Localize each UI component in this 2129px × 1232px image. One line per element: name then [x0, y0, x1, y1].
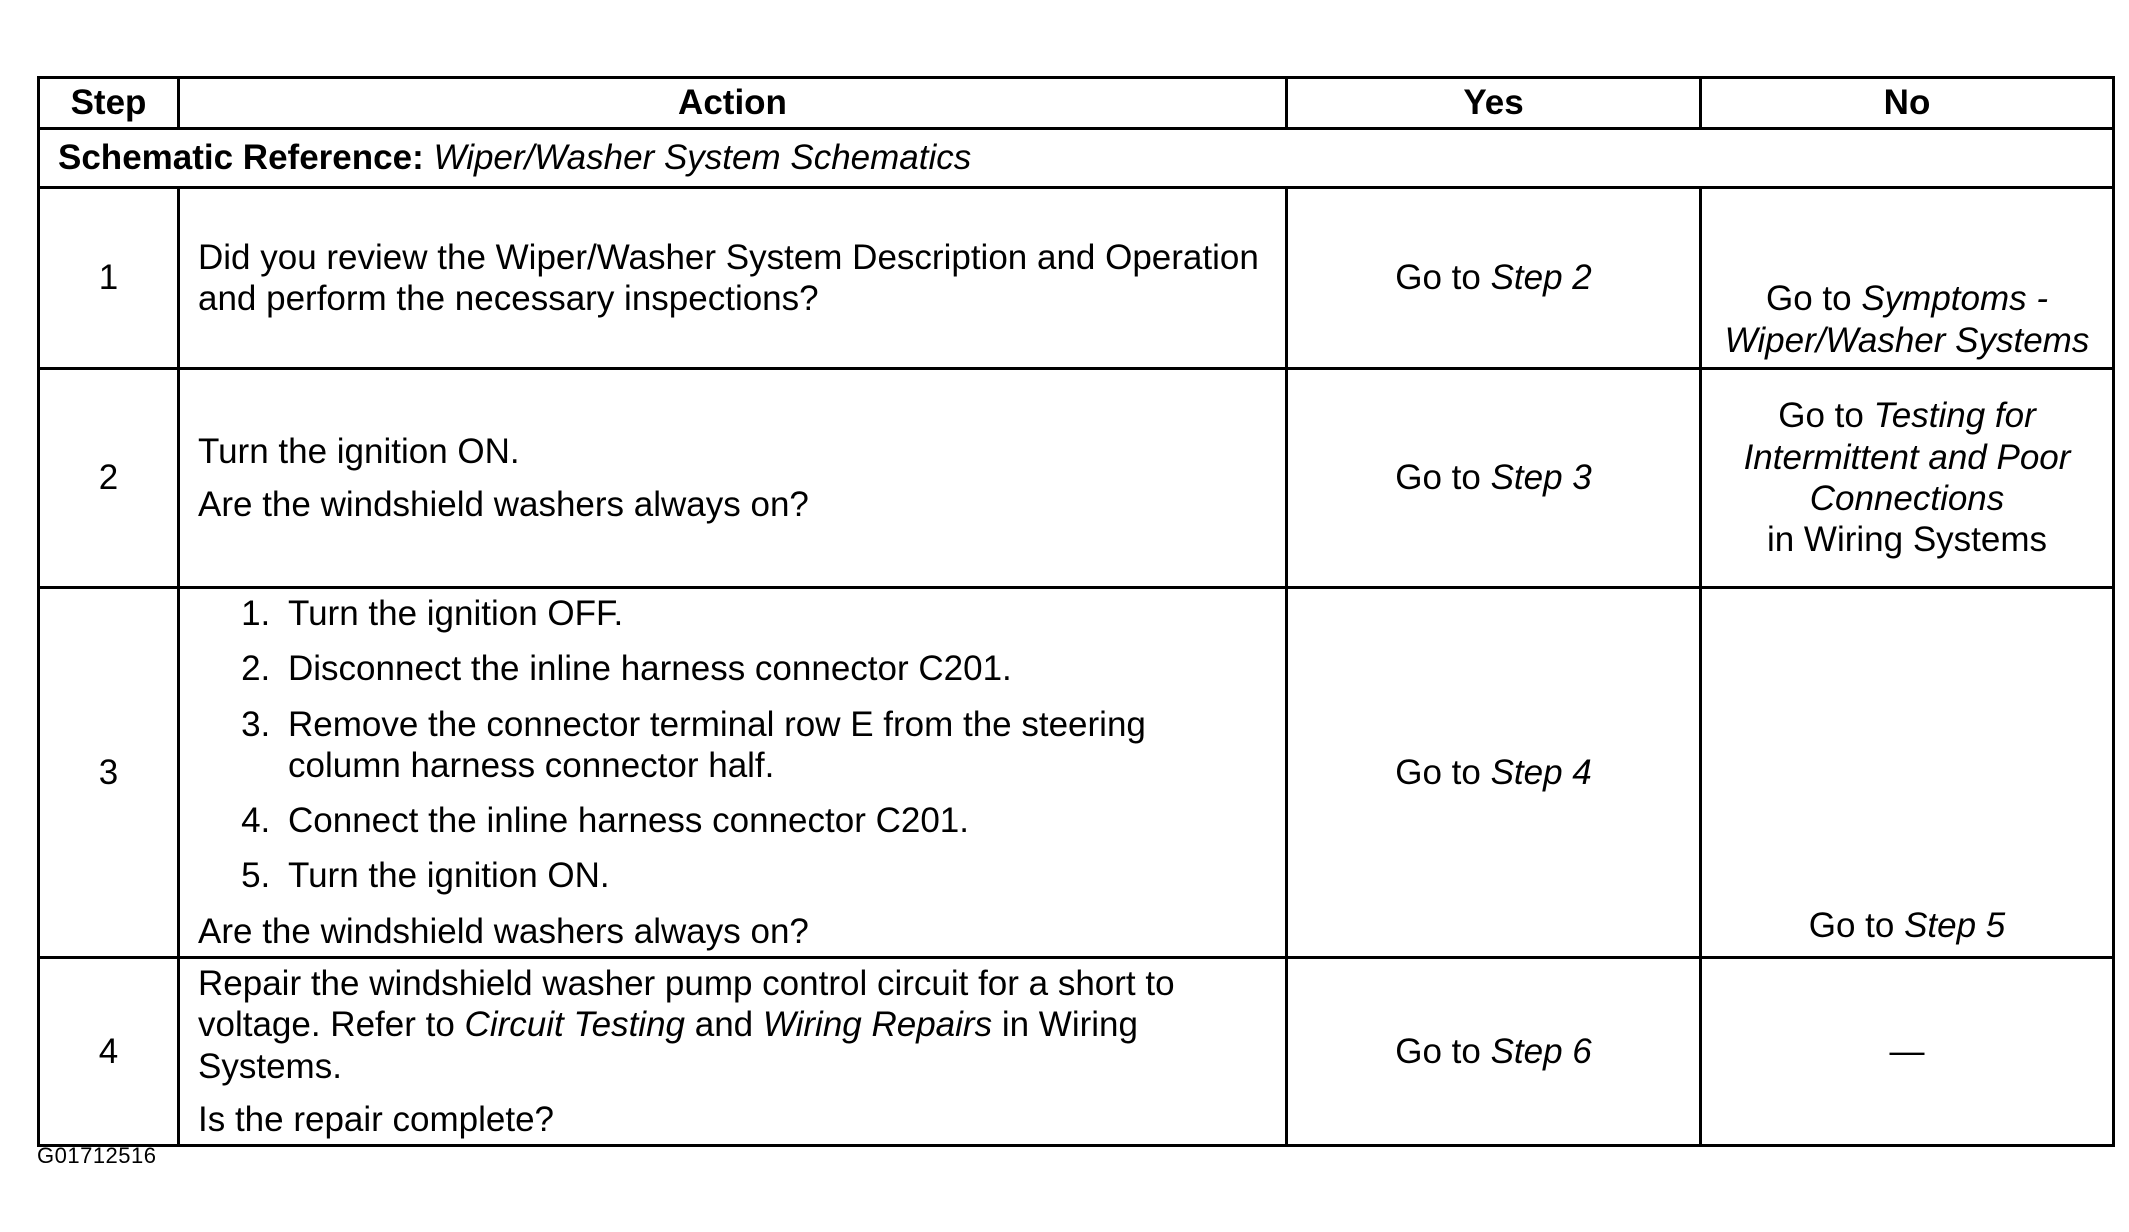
step-number: 1: [39, 188, 179, 369]
yes-link[interactable]: Step 4: [1490, 752, 1592, 792]
yes-prefix: Go to: [1395, 258, 1481, 298]
figure-code: G01712516: [37, 1143, 157, 1168]
yes-cell: [1287, 188, 1701, 369]
table-row: [39, 369, 2114, 588]
action-question: Is the repair complete?: [198, 1099, 555, 1139]
action-step-item: 5. Turn the ignition ON.: [280, 855, 1267, 896]
yes-cell: [1287, 588, 1701, 958]
no-link[interactable]: Step 5: [1904, 905, 2006, 945]
table-row: [39, 588, 2114, 958]
no-dash: —: [1889, 1032, 1925, 1072]
yes-cell: [1287, 369, 1701, 588]
no-cell: [1701, 958, 2114, 1146]
step-number: 4: [39, 958, 179, 1146]
yes-prefix: Go to: [1395, 1032, 1481, 1072]
action-step-item: 1. Turn the ignition OFF.: [280, 593, 1267, 634]
header-row: [39, 78, 2114, 129]
yes-link[interactable]: Step 3: [1490, 458, 1592, 498]
no-cell: [1701, 188, 2114, 369]
action-question: Are the windshield washers always on?: [198, 485, 809, 524]
action-cell: [179, 188, 1287, 369]
yes-link[interactable]: Step 2: [1490, 258, 1592, 298]
yes-prefix: Go to: [1395, 458, 1481, 498]
step-number: 2: [39, 369, 179, 588]
diagnostic-table-container: [37, 76, 2112, 1147]
step-number: 3: [39, 588, 179, 958]
action-step-item: 3. Remove the connector terminal row E from the steering column harness connector half.: [280, 704, 1267, 787]
action-step-list: [198, 593, 1267, 897]
no-cell: [1701, 369, 2114, 588]
yes-cell: [1287, 958, 1701, 1146]
header-no: No: [1701, 78, 2114, 129]
header-step: Step: [39, 78, 179, 129]
action-text: Did you review the Wiper/Washer System Description and Operation and perform the necessary inspections?: [198, 237, 1259, 318]
header-action: Action: [179, 78, 1287, 129]
action-step-item: 4. Connect the inline harness connector C201.: [280, 800, 1267, 841]
schematic-reference-label: Schematic Reference:: [58, 138, 424, 178]
schematic-reference-link[interactable]: Wiper/Washer System Schematics: [433, 138, 972, 178]
no-prefix: Go to: [1808, 905, 1895, 945]
header-yes: Yes: [1287, 78, 1701, 129]
no-link[interactable]: Symptoms - Wiper/Washer Systems: [1724, 279, 2090, 360]
action-text: Repair the windshield washer pump control circuit for a short to voltage. Refer to: [198, 964, 1175, 1045]
action-conjunction: and: [694, 1005, 754, 1045]
circuit-testing-link[interactable]: Circuit Testing: [464, 1005, 686, 1045]
yes-prefix: Go to: [1395, 752, 1481, 792]
diagnostic-table: [37, 76, 2115, 1147]
action-paragraph: [198, 963, 1267, 1087]
action-line: Turn the ignition ON.: [198, 431, 520, 471]
yes-link[interactable]: Step 6: [1490, 1032, 1592, 1072]
wiring-repairs-link[interactable]: Wiring Repairs: [762, 1005, 993, 1045]
no-cell: [1701, 588, 2114, 958]
action-question: Are the windshield washers always on?: [198, 911, 809, 951]
action-cell: [179, 588, 1287, 958]
table-row: [39, 188, 2114, 369]
action-cell: [179, 369, 1287, 588]
action-step-item: 2. Disconnect the inline harness connector C201.: [280, 648, 1267, 689]
action-cell: [179, 958, 1287, 1146]
schematic-reference-cell: [39, 129, 2114, 188]
table-row: [39, 958, 2114, 1146]
no-prefix: Go to: [1778, 396, 1864, 436]
no-suffix: in Wiring Systems: [1766, 520, 2048, 560]
no-prefix: Go to: [1765, 279, 1852, 319]
schematic-reference-row: [39, 129, 2114, 188]
no-link[interactable]: Testing for Intermittent and Poor Connections: [1743, 396, 2071, 518]
action-text-end: in Wiring Systems.: [198, 1005, 1138, 1086]
